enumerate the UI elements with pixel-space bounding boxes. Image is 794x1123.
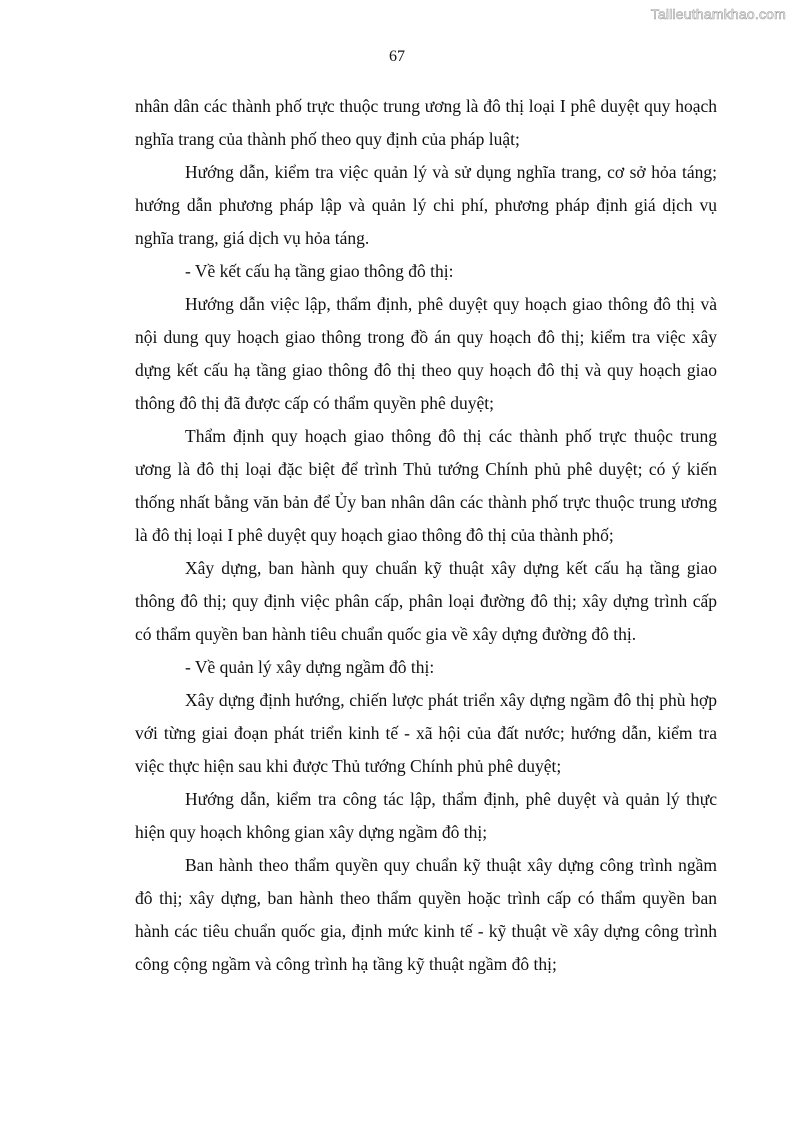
paragraph: Ban hành theo thẩm quyền quy chuẩn kỹ thuật xây dựng công trình ngầm đô thị; xây dựng, ban hành theo thẩm quyền hoặc trình cấp có thẩm quyền ban hành các tiêu chuẩn quốc gia, định mức kinh tế - kỹ thuật về xây dựng công trình công cộng ngầm và công trình hạ tầng kỹ thuật ngầm đô thị; xyxy=(135,855,717,974)
paragraph: Hướng dẫn, kiểm tra việc quản lý và sử dụng nghĩa trang, cơ sở hỏa táng; hướng dẫn phương pháp lập và quản lý chi phí, phương pháp định giá dịch vụ nghĩa trang, giá dịch vụ hỏa táng. xyxy=(135,162,717,248)
paragraph: Xây dựng, ban hành quy chuẩn kỹ thuật xây dựng kết cấu hạ tầng giao thông đô thị; quy định việc phân cấp, phân loại đường đô thị; xây dựng trình cấp có thẩm quyền ban hành tiêu chuẩn quốc gia về xây dựng đường đô thị. xyxy=(135,558,717,644)
paragraph: Hướng dẫn việc lập, thẩm định, phê duyệt quy hoạch giao thông đô thị và nội dung quy hoạch giao thông trong đồ án quy hoạch đô thị; kiểm tra việc xây dựng kết cấu hạ tầng giao thông đô thị theo quy hoạch đô thị và quy hoạch giao thông đô thị đã được cấp có thẩm quyền phê duyệt; xyxy=(135,294,717,413)
paragraph: nhân dân các thành phố trực thuộc trung ương là đô thị loại I phê duyệt quy hoạch nghĩa trang của thành phố theo quy định của pháp luật; xyxy=(135,96,717,149)
watermark: Tailieuthamkhao.com xyxy=(650,6,786,22)
paragraph: Thẩm định quy hoạch giao thông đô thị các thành phố trực thuộc trung ương là đô thị loại đặc biệt để trình Thủ tướng Chính phủ phê duyệt; có ý kiến thống nhất bằng văn bản để Ủy ban nhân dân các thành phố trực thuộc trung ương là đô thị loại I phê duyệt quy hoạch giao thông đô thị của thành phố; xyxy=(135,426,717,545)
section-heading: - Về quản lý xây dựng ngầm đô thị: xyxy=(185,657,435,677)
paragraph: Hướng dẫn, kiểm tra công tác lập, thẩm định, phê duyệt và quản lý thực hiện quy hoạch không gian xây dựng ngầm đô thị; xyxy=(135,789,717,842)
page-number: 67 xyxy=(389,48,405,65)
paragraph: Xây dựng định hướng, chiến lược phát triển xây dựng ngầm đô thị phù hợp với từng giai đoạn phát triển kinh tế - xã hội của đất nước; hướng dẫn, kiểm tra việc thực hiện sau khi được Thủ tướng Chính phủ phê duyệt; xyxy=(135,690,717,776)
section-heading: - Về kết cấu hạ tầng giao thông đô thị: xyxy=(185,261,454,281)
document-body xyxy=(135,90,717,981)
